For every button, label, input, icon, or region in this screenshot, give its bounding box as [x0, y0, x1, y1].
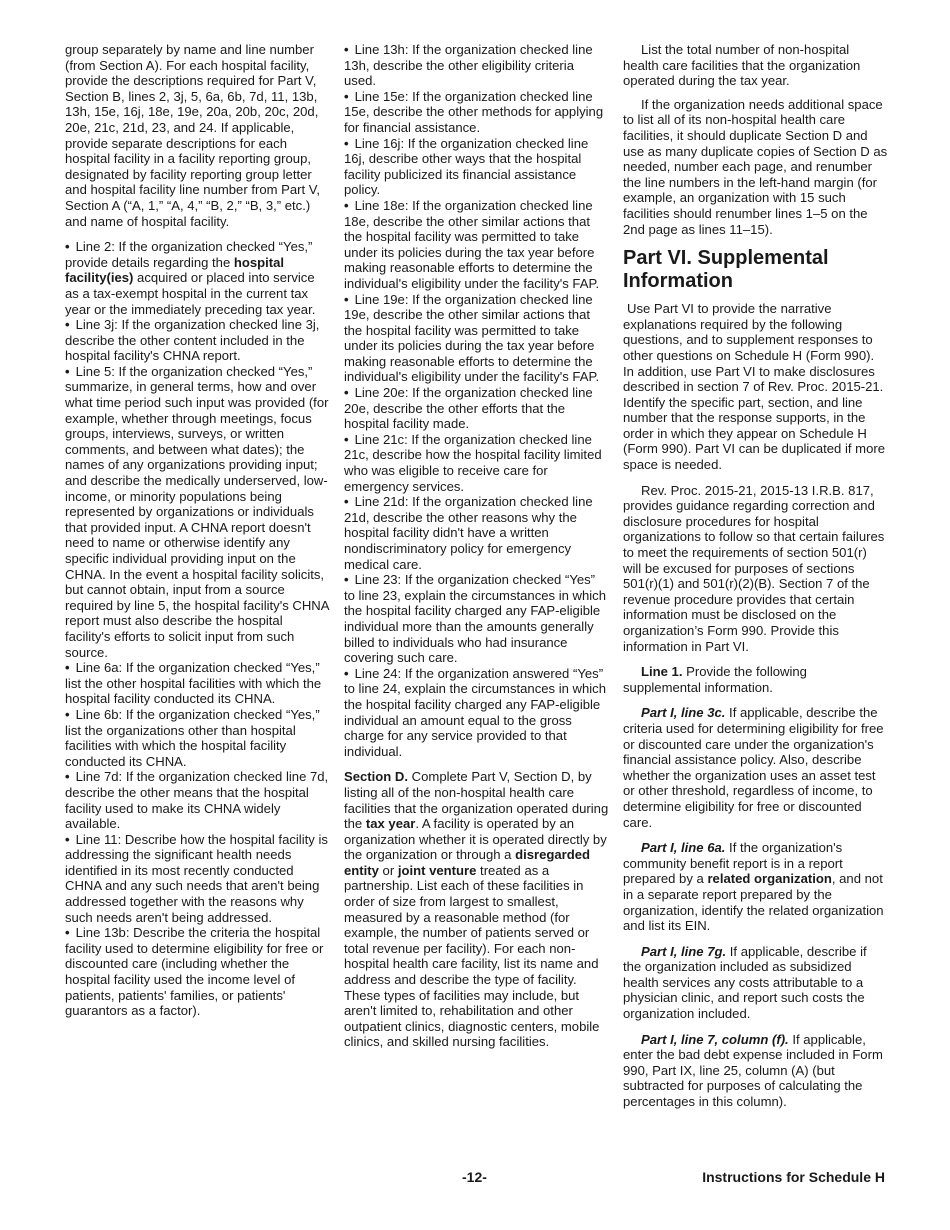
column-right	[623, 42, 888, 1110]
section-d-label: Section D.	[344, 769, 409, 785]
term-related-organization: related organization	[707, 871, 832, 887]
part-i-line-7g-text: If applicable, describe if the organization included as subsidized health services any costs attributable to a physician clinic, and report such costs the organization included.	[623, 943, 867, 1022]
section-d-text-c: . A facility is operated by an organization whether it is operated directly by the organization or through a	[344, 816, 607, 863]
line-21d-item: • Line 21d: If the organization checked line 21d, describe the other reasons why the hospital facility didn't have a written nondiscriminatory policy for emergency medical care.	[344, 494, 609, 572]
page-number: -12-	[462, 1169, 487, 1185]
line-2-text-a: Line 2: If the organization checked “Yes,” provide details regarding the	[65, 239, 313, 270]
line-13h-item: • Line 13h: If the organization checked line 13h, describe the other eligibility criteria used.	[344, 42, 609, 89]
rev-proc-paragraph: Rev. Proc. 2015-21, 2015-13 I.R.B. 817, provides guidance regarding correction and disclosure procedures for hospital organizations to follow so that certain failures to meet the requirements of section 501(r) will be excused for purposes of sections 501(r)(1) and 501(r)(2)(B). Section 7 of the revenue procedure provides that certain information must be disclosed on the organization’s Form 990. Provide this information in Part VI.	[623, 482, 885, 654]
line-5-item: • Line 5: If the organization checked “Yes,” summarize, in general terms, how and over what time period such input was provided (for example, whether through meetings, focus groups, interviews, surveys, or written comments, and between what dates); the names of any organizations providing input; and describe the medically underserved, low-income, or minority populations being represented by organizations or individuals that provided input. A CHNA report doesn't need to name or otherwise identify any specific individual providing input on the CHNA. In the event a hospital facility solicits, but cannot obtain, input from a source required by line 5, the hospital facility's CHNA report must also describe the hospital facility's efforts to solicit input from such source.	[65, 364, 330, 660]
line-3j-item: • Line 3j: If the organization checked line 3j, describe the other content included in the hospital facility's CHNA report.	[65, 317, 330, 364]
part-i-line-6a-paragraph	[623, 840, 888, 934]
line-18e-item: • Line 18e: If the organization checked line 18e, describe the other similar actions that the hospital facility was permitted to take under its policies during the tax year before making reasonable efforts to determine the individual's eligibility under the facility's FAP.	[344, 198, 609, 292]
line-6b-item: • Line 6b: If the organization checked “Yes,” list the organizations other than hospital facilities with which the hospital facility conducted its CHNA.	[65, 707, 330, 769]
part-i-line-7g-paragraph	[623, 944, 888, 1022]
part-i-line-3c-label: Part I, line 3c.	[641, 705, 726, 721]
part-i-line-7g-label: Part I, line 7g.	[641, 943, 727, 959]
non-hospital-total-paragraph: List the total number of non-hospital health care facilities that the organization operated during the tax year.	[623, 42, 861, 89]
term-tax-year: tax year	[365, 816, 416, 832]
line-23-item: • Line 23: If the organization checked “Yes” to line 23, explain the circumstances in which the hospital facility charged any FAP-eligible individual more than the amounts generally billed to individuals who had insurance covering such care.	[344, 572, 609, 666]
part-i-line-6a-text-b: , and not in a separate report prepared by the organization, identify the related organization and list its EIN.	[623, 871, 884, 934]
column-middle	[344, 42, 609, 1050]
section-d-text-e: treated as a partnership. List each of these facilities in order of size from largest to smallest, measured by a reasonable method (for example, the number of patients served or total revenue per facility). For each non-hospital health care facility, list its name and address and describe the type of facility. These types of facilities may include, but aren't limited to, rehabilitation and other outpatient clinics, diagnostic centers, mobile clinics, and skilled nursing facilities.	[344, 862, 600, 1050]
line-16j-item: • Line 16j: If the organization checked line 16j, describe other ways that the hospital facility publicized its financial assistance policy.	[344, 136, 609, 198]
line-15e-item: • Line 15e: If the organization checked line 15e, describe the other methods for applying for financial assistance.	[344, 89, 609, 136]
line-20e-item: • Line 20e: If the organization checked line 20e, describe the other efforts that the hospital facility made.	[344, 385, 609, 432]
line-21c-item: • Line 21c: If the organization checked line 21c, describe how the hospital facility limited who was eligible to receive care for emergency services.	[344, 432, 609, 494]
section-d-text-d: or	[378, 862, 398, 878]
part-i-line-6a-text-a: If the organization's community benefit report is in a report prepared by a	[623, 840, 843, 887]
term-joint-venture: joint venture	[397, 862, 477, 878]
line-2-text-b: acquired or placed into service as a tax-exempt hospital in the current tax year or the immediately preceding tax year.	[65, 270, 316, 317]
document-title: Instructions for Schedule H	[702, 1169, 885, 1185]
line-13b-item: • Line 13b: Describe the criteria the hospital facility used to determine eligibility for free or discounted care (including whether the hospital facility used the income level of patients, patients' families, or patients' guarantors as a factor).	[65, 925, 330, 1019]
line-2-item	[65, 239, 330, 317]
line-7d-item: • Line 7d: If the organization checked line 7d, describe the other means that the hospital facility used to make its CHNA widely available.	[65, 769, 330, 831]
part-i-line-3c-paragraph	[623, 705, 888, 830]
part-i-line-7f-paragraph	[623, 1032, 888, 1110]
section-b-intro: group separately by name and line number (from Section A). For each hospital facility, provide the descriptions required for Part V, Section B, lines 2, 3j, 5, 6a, 6b, 7d, 11, 13b, 13h, 15e, 16j, 18e, 19e, 20a, 20b, 20c, 20d, 20e, 21c, 21d, 23, and 24. If applicable, provide separate descriptions for each hospital facility in a facility reporting group, designated by facility reporting group letter and hospital facility line number from Part V, Section A (“A, 1,” “A, 4,” “B, 2,” “B, 3,” etc.) and name of hospital facility.	[65, 42, 320, 229]
section-d-paragraph	[344, 769, 609, 1050]
line-1-label: Line 1.	[641, 664, 683, 680]
line-11-item: • Line 11: Describe how the hospital facility is addressing the significant health needs identified in its most recently conducted CHNA and any such needs that aren't being addressed together with the reasons why such needs aren't being addressed.	[65, 832, 330, 926]
part-i-line-6a-label: Part I, line 6a.	[641, 840, 726, 856]
line-2-bold-term: hospital facility(ies)	[65, 254, 285, 286]
line-6a-item: • Line 6a: If the organization checked “Yes,” list the other hospital facilities with which the hospital facility conducted its CHNA.	[65, 660, 330, 707]
additional-space-paragraph: If the organization needs additional space to list all of its non-hospital health care facilities, it should duplicate Section D and use as many duplicate copies of Section D as needed, number each page, and renumber the line numbers in the left-hand margin (for example, an organization with 15 such facilities should renumber lines 1–5 on the 2nd page as lines 11–15).	[623, 96, 888, 237]
line-1-text: Provide the following supplemental information.	[623, 664, 807, 695]
part-i-line-3c-text: If applicable, describe the criteria used for determining eligibility for free or discounted care under the organization's financial assistance policy. Also, describe whether the organization uses an asset test or other threshold, regardless of income, to determine eligibility for free or discounted care.	[623, 705, 884, 830]
part-i-line-7f-text: If applicable, enter the bad debt expense included in Form 990, Part IX, line 25, column (A) (but subtracted for purposes of calculating the percentages in this column).	[623, 1031, 883, 1110]
section-d-text-a: Complete Part V, Section D, by listing all of the non-hospital health care facilities that the organization operated during the	[344, 769, 609, 832]
part-vi-heading: Part VI. Supplemental Information	[623, 247, 829, 293]
line-24-item: • Line 24: If the organization answered “Yes” to line 24, explain the circumstances in which the hospital facility charged any FAP-eligible individual an amount equal to the gross charge for any service provided to that individual.	[344, 666, 609, 760]
term-disregarded-entity: disregarded entity	[344, 847, 591, 878]
column-left	[65, 42, 330, 1019]
part-i-line-7f-label: Part I, line 7, column (f).	[641, 1031, 789, 1047]
line-19e-item: • Line 19e: If the organization checked line 19e, describe the other similar actions that the hospital facility was permitted to take under its policies during the tax year before making reasonable efforts to determine the individual's eligibility under the facility's FAP.	[344, 292, 609, 386]
part-vi-intro: Use Part VI to provide the narrative explanations required by the following questions, and to supplement responses to other questions on Schedule H (Form 990). In addition, use Part VI to make disclosures described in section 7 of Rev. Proc. 2015-21. Identify the specific part, section, and line number that the response supports, in the order in which they appear on Schedule H (Form 990). Part VI can be duplicated if more space is needed.	[623, 301, 885, 473]
line-1-paragraph	[623, 664, 888, 695]
